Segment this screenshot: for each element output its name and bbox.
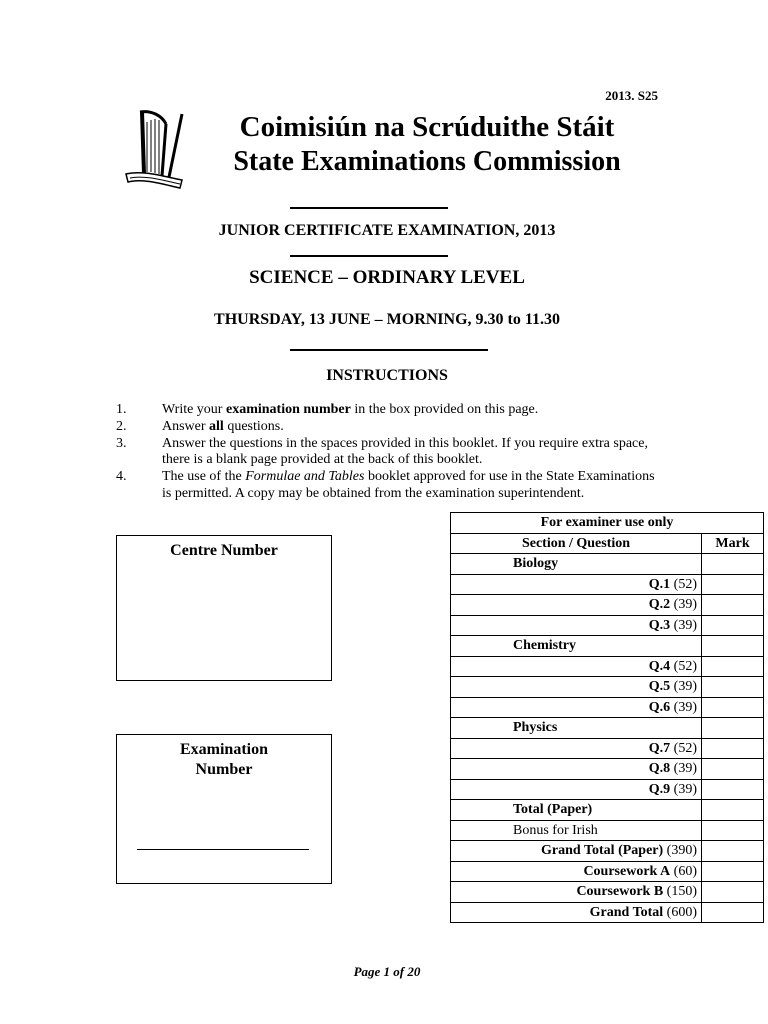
question-cell [451,779,702,800]
page-number: Page 1 of 20 [353,964,421,979]
mark-cell[interactable] [702,882,764,903]
question-cell [451,615,702,636]
question-max: (52) [673,740,697,756]
mark-cell[interactable] [702,677,764,698]
table-row [451,718,764,739]
question-max: (39) [673,597,697,613]
mark-cell[interactable] [702,595,764,616]
question-max: (52) [673,658,697,674]
table-row [451,615,764,636]
item-number: 4. [116,469,127,485]
mark-cell[interactable] [702,554,764,575]
centre-number-label: Centre Number [170,542,278,559]
mark-cell[interactable] [702,820,764,841]
divider [290,255,448,257]
grand-total-max: (600) [666,904,697,920]
item-text-strong: all [209,418,224,434]
mark-cell[interactable] [702,718,764,739]
question-cell [451,677,702,698]
table-row [451,574,764,595]
commission-title-irish: Coimisiún na Scrúduithe Stáit [239,111,615,143]
mark-cell[interactable] [702,615,764,636]
section-physics: Physics [451,718,702,739]
question-cell [451,738,702,759]
table-row [451,636,764,657]
instructions-list [116,402,656,503]
grand-total-label: Grand Total [589,904,664,920]
coursework-b-max: (150) [666,884,697,900]
list-item [116,402,656,419]
table-row [451,595,764,616]
mark-cell[interactable] [702,697,764,718]
question-number: Q.8 [648,761,671,777]
mark-cell[interactable] [702,636,764,657]
commission-title-english: State Examinations Commission [233,146,621,177]
item-number: 1. [116,402,127,417]
item-text-part: booklet approved for use in the State Examinations is permitted. A copy may be obtained from the examination superintendent. [162,469,655,501]
question-number: Q.6 [648,699,671,715]
grand-total-cell [451,902,702,923]
question-cell [451,595,702,616]
centre-number-box[interactable] [116,535,332,681]
item-text-part: questions. [223,418,284,434]
examination-number-box[interactable] [116,734,332,884]
grand-total-paper-cell [451,841,702,862]
mark-cell[interactable] [702,902,764,923]
list-item [116,469,656,503]
section-biology: Biology [451,554,702,575]
instructions-heading: INSTRUCTIONS [326,367,448,384]
divider [290,207,448,209]
question-max: (39) [673,679,697,695]
item-text-part: in the box provided on this page. [350,402,539,417]
table-row [451,902,764,923]
section-chemistry: Chemistry [451,636,702,657]
question-max: (52) [673,576,697,592]
bonus-irish-label: Bonus for Irish [451,820,702,841]
item-text-italic: Formulae and Tables [245,469,365,485]
table-row [451,759,764,780]
question-cell [451,656,702,677]
question-number: Q.5 [648,679,671,695]
table-row [451,841,764,862]
coursework-b-label: Coursework B [576,884,664,900]
table-row [451,677,764,698]
question-max: (39) [673,617,697,633]
table-row [451,800,764,821]
grand-total-paper-max: (390) [666,843,697,859]
table-row [451,861,764,882]
question-number: Q.2 [648,597,671,613]
question-number: Q.7 [648,740,671,756]
table-row [451,882,764,903]
exam-code: 2013. S25 [605,88,658,103]
item-text [162,402,656,419]
coursework-a-label: Coursework A [583,863,671,879]
item-text-strong: examination number [225,402,351,417]
coursework-b-cell [451,882,702,903]
examiner-marks-table [450,512,764,923]
mark-cell[interactable] [702,841,764,862]
table-row [451,820,764,841]
item-text [162,469,656,503]
grand-total-paper-label: Grand Total (Paper) [541,843,664,859]
exam-date: THURSDAY, 13 JUNE – MORNING, 9.30 to 11.30 [214,311,560,328]
item-text-part: The use of the [162,469,246,485]
mark-cell[interactable] [702,738,764,759]
table-row [451,738,764,759]
examination-number-line[interactable] [137,849,309,850]
item-text-part: Write your [162,402,226,417]
coursework-a-max: (60) [673,863,697,879]
item-text-part: Answer [162,418,210,434]
question-number: Q.3 [648,617,671,633]
list-item [116,436,656,470]
mark-cell[interactable] [702,574,764,595]
mark-cell[interactable] [702,779,764,800]
table-row [451,656,764,677]
column-header-mark: Mark [702,533,764,554]
question-cell [451,759,702,780]
coursework-a-cell [451,861,702,882]
item-number: 3. [116,435,127,451]
item-text: Answer the questions in the spaces provided in this booklet. If you require extra space, there is a blank page provided at the back of this booklet. [162,435,648,468]
question-number: Q.9 [648,781,671,797]
mark-cell[interactable] [702,656,764,677]
mark-cell[interactable] [702,861,764,882]
column-header-section: Section / Question [451,533,702,554]
question-cell [451,574,702,595]
item-text [162,419,656,436]
total-paper-label: Total (Paper) [451,800,702,821]
harp-icon [122,104,192,194]
question-max: (39) [673,699,697,715]
question-max: (39) [673,761,697,777]
exam-name: JUNIOR CERTIFICATE EXAMINATION, 2013 [218,222,556,239]
table-row [451,554,764,575]
question-number: Q.4 [648,658,671,674]
mark-cell[interactable] [702,800,764,821]
question-number: Q.1 [648,576,671,592]
divider [290,349,488,351]
question-cell [451,697,702,718]
table-row [451,697,764,718]
item-number: 2. [116,418,127,434]
table-row [451,513,764,534]
table-title: For examiner use only [451,513,764,534]
list-item [116,419,656,436]
exam-subject: SCIENCE – ORDINARY LEVEL [249,267,525,288]
mark-cell[interactable] [702,759,764,780]
table-row [451,779,764,800]
examination-number-label: Examination [179,741,268,758]
examination-number-label: Number [195,761,253,778]
table-header-row [451,533,764,554]
question-max: (39) [673,781,697,797]
